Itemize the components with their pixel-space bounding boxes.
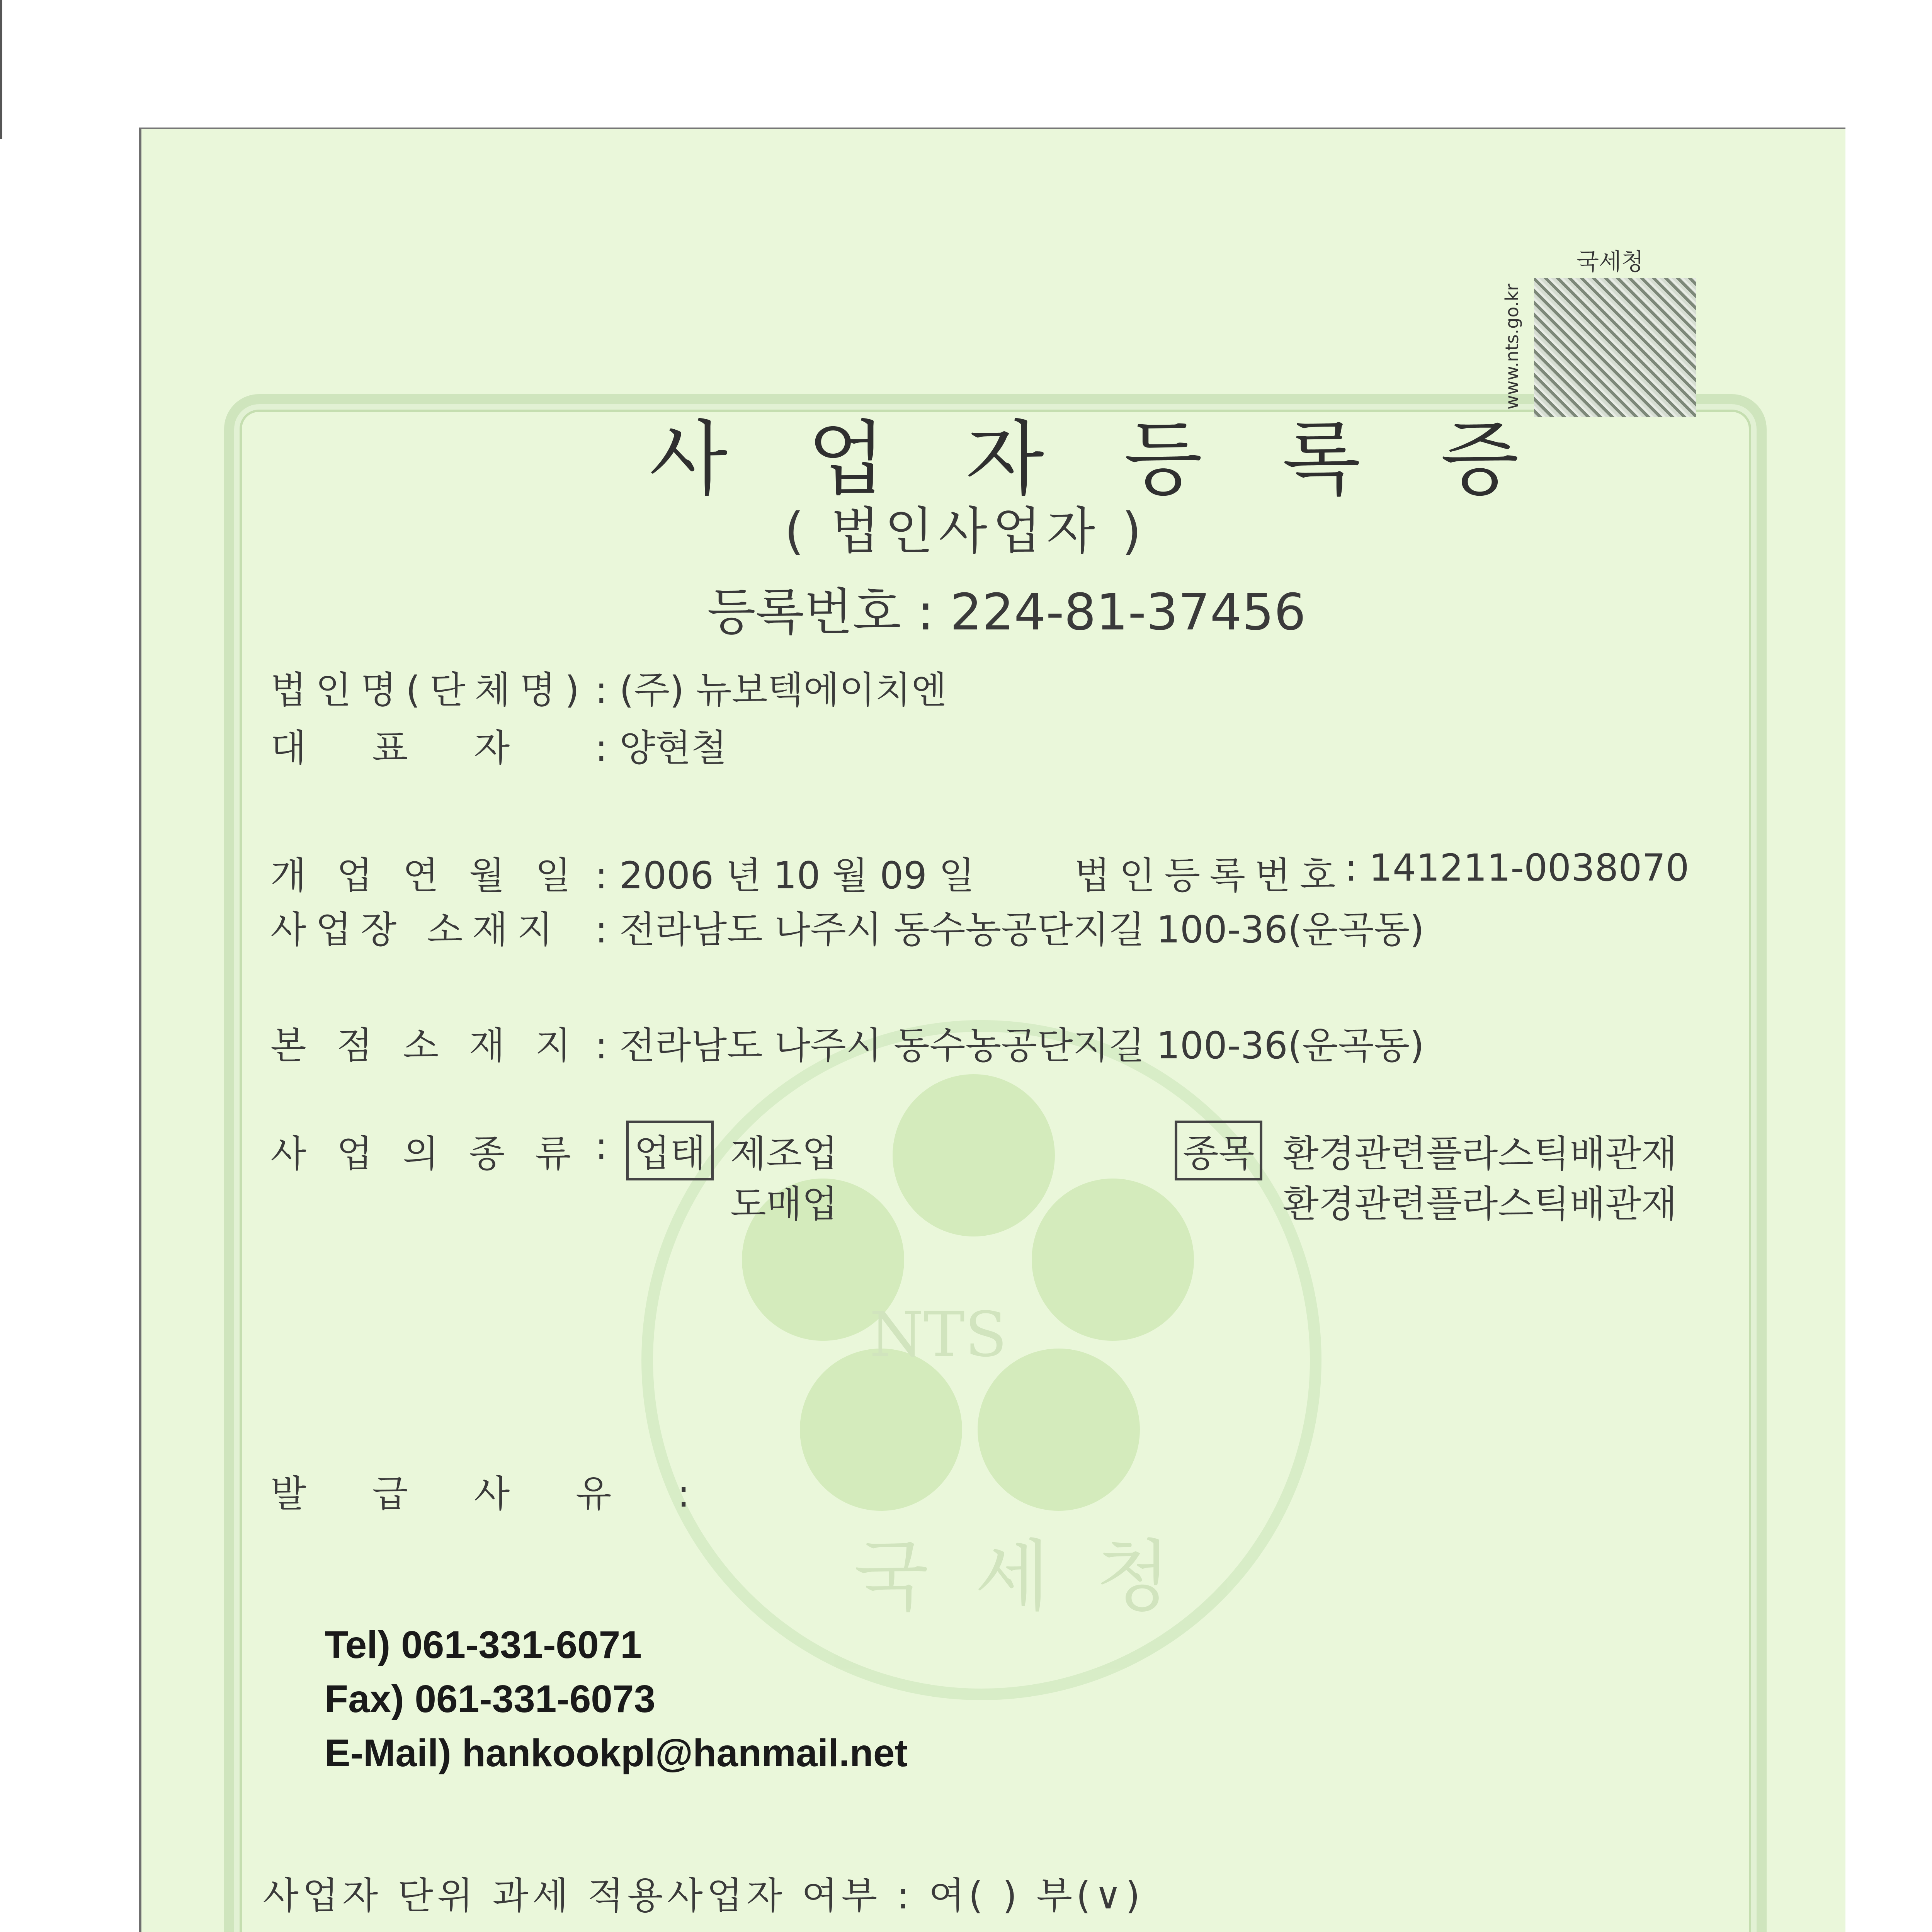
qr-code-icon [1534,278,1696,417]
registration-number: 등록번호 : 224-81-37456 [707,583,1306,641]
category-box: 업태 [626,1121,714,1180]
business-location-label: 사업장 소재지 [270,908,562,951]
watermark-petal [978,1349,1140,1511]
head-office-value: : 전라남도 나주시 동수농공단지길 100-36(운곡동) [595,1024,1424,1067]
representative-label: 대 표 자 [270,726,537,770]
qr-label: 국세청 [1577,248,1644,276]
corp-reg-label: 법인등록번호 [1074,854,1345,897]
contact-email: E-Mail) hankookpl@hanmail.net [325,1731,908,1775]
watermark-petal [1032,1179,1194,1341]
category-2: 도매업 [730,1182,838,1226]
head-office-label: 본 점 소 재 지 [270,1024,580,1067]
contact-fax: Fax) 061-331-6073 [325,1677,656,1721]
business-type-label: 사 업 의 종 류 [270,1132,580,1175]
corp-name-value: : (주) 뉴보텍에이치엔 [595,668,947,712]
qr-url: www.nts.go.kr [1501,284,1522,410]
item-2: 환경관련플라스틱배관재 [1283,1182,1677,1226]
corp-name-label: 법인명(단체명) [270,668,589,712]
issue-reason-label: 발 급 사 유 : [270,1472,717,1515]
open-date-label: 개 업 연 월 일 [270,854,580,897]
document-subtitle: ( 법인사업자 ) [784,502,1147,560]
watermark-nts-korean: 국세청 [854,1532,1217,1622]
representative-value: : 양현철 [595,726,727,770]
scan-edge-left [0,0,2,139]
document-title: 사 업 자 등 록 증 [649,412,1546,507]
item-1: 환경관련플라스틱배관재 [1283,1132,1677,1175]
contact-tel: Tel) 061-331-6071 [325,1623,642,1667]
watermark-petal [800,1349,962,1511]
corp-reg-value: : 141211-0038070 [1345,846,1689,889]
unit-tax-line: 사업자 단위 과세 적용사업자 여부 : 여( ) 부(∨) [263,1874,1144,1917]
item-box: 종목 [1175,1121,1262,1180]
open-date-value: : 2006 년 10 월 09 일 [595,854,975,897]
category-1: 제조업 [730,1132,838,1175]
business-type-colon: : [595,1124,608,1168]
business-location-value: : 전라남도 나주시 동수농공단지길 100-36(운곡동) [595,908,1424,951]
watermark-petal [893,1074,1055,1236]
watermark-nts-text: NTS [869,1298,1007,1371]
e-invoice-line [263,1924,922,1932]
